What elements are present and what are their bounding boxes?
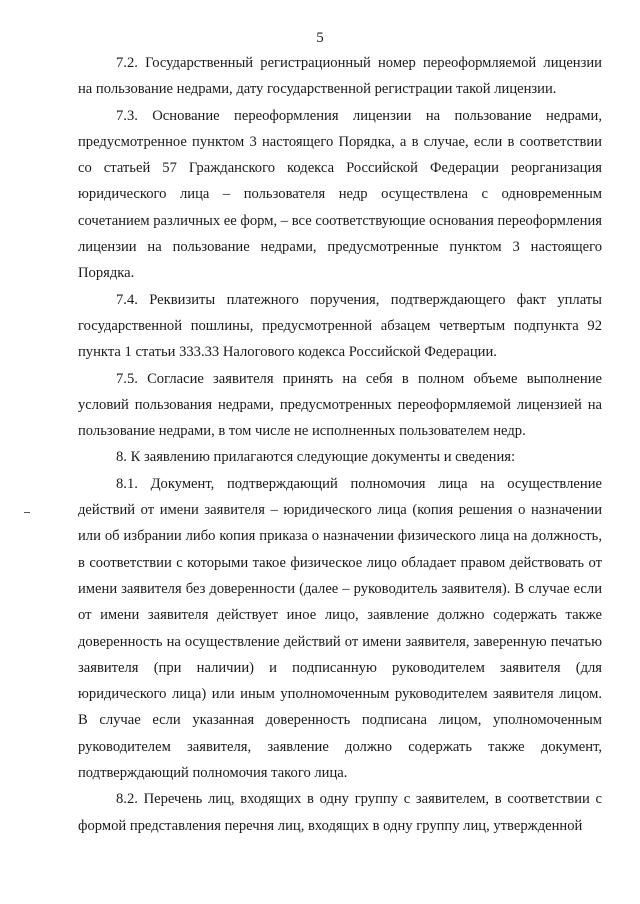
document-body [78,50,602,839]
page-number: 5 [316,30,324,46]
paragraph-8-1: 8.1. Документ, подтверждающий полномочия лица на осуществление действий от имени заявителя – юридического лица (копия решения о назначении или об избрании либо копия приказа о назначении физического лица на должность, в соответствии с которыми такое физическое лицо обладает правом действовать от имени заявителя без доверенности (далее – руководитель заявителя). В случае если от имени заявителя действует иное лицо, заявление должно содержать также доверенность на осуществление действий от имени заявителя, заверенную печатью заявителя (при наличии) и подписанную руководителем заявителя (для юридического лица) или иным уполномоченным руководителем заявителя лицом. В случае если указанная доверенность подписана лицом, уполномоченным руководителем заявителя, заявление должно содержать также документ, подтверждающий полномочия такого лица. [78,475,602,782]
paragraph-8-2: 8.2. Перечень лиц, входящих в одну группу с заявителем, в соответствии с формой представления перечня лиц, входящих в одну группу лиц, утвержденной [78,791,602,834]
paragraph-7-2: 7.2. Государственный регистрационный номер переоформляемой лицензии на пользование недрами, дату государственной регистрации такой лицензии. [78,55,602,98]
paragraph-7-3: 7.3. Основание переоформления лицензии на пользование недрами, предусмотренное пунктом 3 настоящего Порядка, а в случае, если в соответствии со статьей 57 Гражданского кодекса Российской Федерации реорганизация юридического лица – пользователя недр осуществлена с одновременным сочетанием различных ее форм, – все соответствующие основания переоформления лицензии на пользование недрами, предусмотренные пунктом 3 настоящего Порядка. [78,107,602,282]
margin-mark [24,512,30,513]
paragraph-8: 8. К заявлению прилагаются следующие документы и сведения: [116,449,516,466]
paragraph-7-5: 7.5. Согласие заявителя принять на себя в полном объеме выполнение условий пользования недрами, предусмотренных переоформляемой лицензией на пользование недрами, в том числе не исполненных пользователем недр. [78,370,602,440]
paragraph-7-4: 7.4. Реквизиты платежного поручения, подтверждающего факт уплаты государственной пошлины, предусмотренной абзацем четвертым подпункта 92 пункта 1 статьи 333.33 Налогового кодекса Российской Федерации. [78,291,602,361]
